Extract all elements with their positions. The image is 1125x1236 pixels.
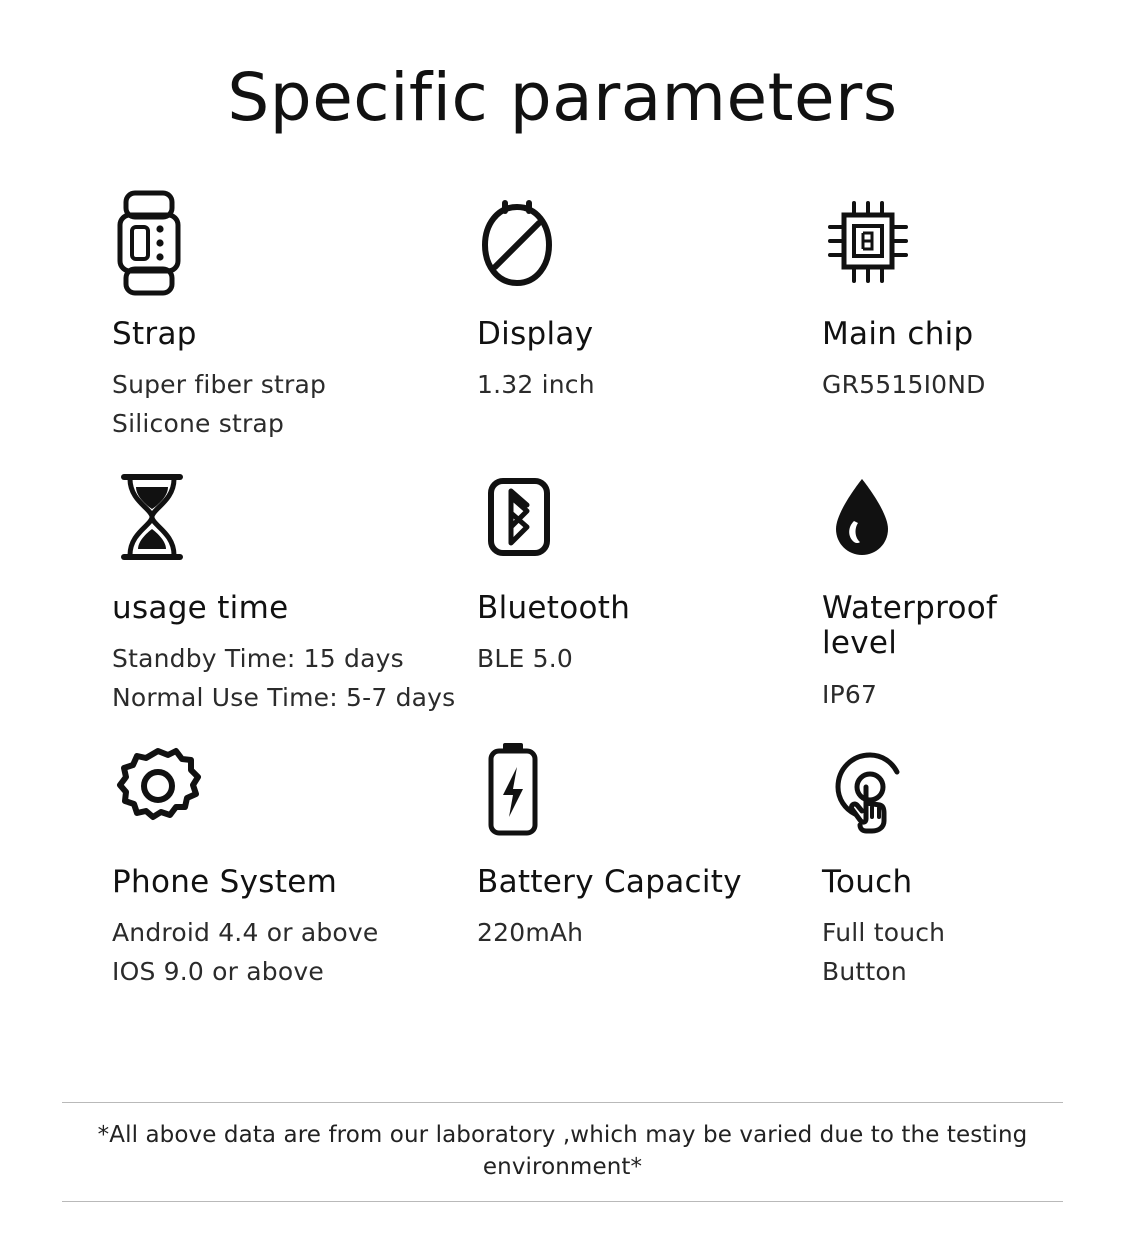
spec-item-display bbox=[477, 193, 822, 467]
spec-value-line: Normal Use Time: 5-7 days bbox=[112, 682, 456, 712]
spec-values bbox=[477, 640, 822, 679]
spec-value-line: Android 4.4 or above bbox=[112, 918, 379, 948]
watch-strap-icon bbox=[112, 193, 477, 293]
footer-divider-bottom bbox=[62, 1201, 1063, 1202]
spec-item-main-chip bbox=[822, 193, 1017, 467]
spec-title: Phone System bbox=[112, 863, 338, 900]
spec-values bbox=[112, 640, 477, 718]
spec-title: Main chip bbox=[822, 315, 974, 352]
hourglass-icon bbox=[112, 467, 477, 567]
spec-value-line: IP67 bbox=[822, 679, 878, 709]
spec-title: Touch bbox=[822, 863, 913, 900]
spec-value-line: 220mAh bbox=[477, 918, 584, 948]
spec-values bbox=[822, 366, 1017, 405]
spec-title: usage time bbox=[112, 589, 289, 626]
spec-item-bluetooth bbox=[477, 467, 822, 741]
spec-value-line: Silicone strap bbox=[112, 408, 285, 438]
page-title: Specific parameters bbox=[227, 59, 898, 136]
spec-title: Waterproof level bbox=[822, 589, 998, 662]
spec-values bbox=[477, 366, 822, 405]
spec-value-line: IOS 9.0 or above bbox=[112, 956, 324, 986]
battery-icon bbox=[477, 741, 822, 841]
spec-value-line: Standby Time: 15 days bbox=[112, 644, 404, 674]
spec-values bbox=[112, 914, 477, 992]
spec-grid bbox=[0, 193, 1125, 992]
touch-hand-icon bbox=[822, 741, 1017, 841]
spec-values bbox=[822, 676, 1017, 715]
spec-title: Strap bbox=[112, 315, 197, 352]
water-drop-icon bbox=[822, 467, 1017, 567]
spec-value-line: GR5515I0ND bbox=[822, 370, 986, 400]
spec-value-line: Super fiber strap bbox=[112, 370, 327, 400]
chip-icon bbox=[822, 193, 1017, 293]
footer-note: *All above data are from our laboratory ,which may be varied due to the testing environment* bbox=[97, 1121, 1028, 1180]
spec-item-battery-capacity bbox=[477, 741, 822, 992]
spec-item-usage-time bbox=[112, 467, 477, 741]
spec-value-line: BLE 5.0 bbox=[477, 644, 573, 674]
spec-value-line: Full touch bbox=[822, 918, 946, 948]
spec-item-waterproof-level bbox=[822, 467, 1017, 741]
spec-values bbox=[477, 914, 822, 953]
spec-item-touch bbox=[822, 741, 1017, 992]
bluetooth-icon bbox=[477, 467, 822, 567]
spec-values bbox=[112, 366, 477, 444]
footer-note-block bbox=[62, 1102, 1063, 1202]
spec-values bbox=[822, 914, 1017, 992]
spec-item-phone-system bbox=[112, 741, 477, 992]
watch-display-icon bbox=[477, 193, 822, 293]
spec-title: Display bbox=[477, 315, 594, 352]
spec-title: Bluetooth bbox=[477, 589, 631, 626]
spec-value-line: Button bbox=[822, 956, 907, 986]
spec-item-strap bbox=[112, 193, 477, 467]
spec-value-line: 1.32 inch bbox=[477, 370, 595, 400]
gear-icon bbox=[112, 741, 477, 841]
spec-title: Battery Capacity bbox=[477, 863, 742, 900]
